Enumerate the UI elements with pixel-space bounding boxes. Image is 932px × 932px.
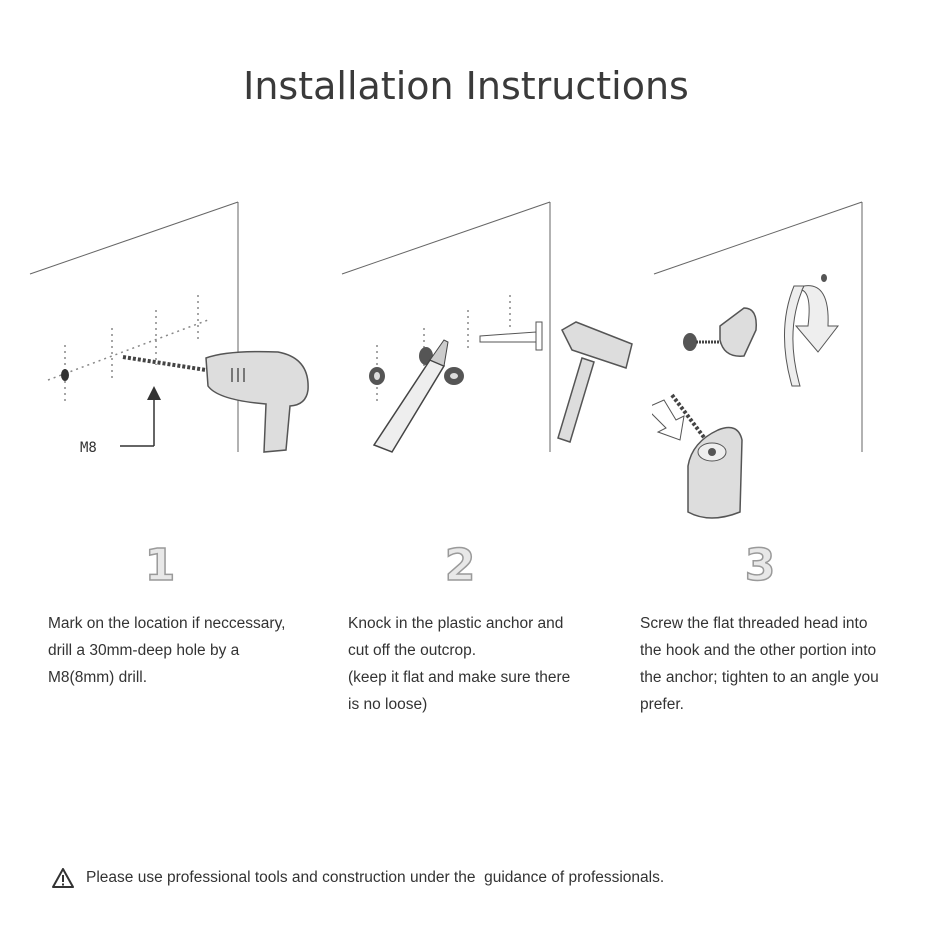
step-1-illustration — [28, 190, 328, 490]
step-1-line-1: Mark on the location if neccessary, — [48, 615, 286, 632]
footer-note — [52, 868, 872, 888]
step-2-text — [348, 610, 618, 718]
step-2-line-2: cut off the outcrop. — [348, 642, 477, 659]
step-1-line-3: M8(8mm) drill. — [48, 669, 148, 686]
step-3-illustration — [652, 190, 932, 490]
step-3-line-2: the hook and the other portion into — [640, 642, 877, 659]
step-3-number: 3 — [744, 540, 776, 591]
step-2-line-1: Knock in the plastic anchor and — [348, 615, 564, 632]
drill-size-label: M8 — [80, 440, 97, 456]
step-2-line-3: (keep it flat and make sure there — [348, 669, 571, 686]
page-title: Installation Instructions — [243, 64, 689, 108]
step-1-line-2: drill a 30mm-deep hole by a — [48, 642, 240, 659]
warning-icon — [52, 868, 74, 888]
step-3-text — [640, 610, 925, 718]
step-3-line-1: Screw the flat threaded head into — [640, 615, 868, 632]
step-3-line-4: prefer. — [640, 696, 684, 713]
step-2-illustration — [340, 190, 640, 490]
step-3-line-3: the anchor; tighten to an angle you — [640, 669, 879, 686]
step-1-text — [48, 610, 318, 691]
step-2-number: 2 — [444, 540, 476, 591]
step-1-number: 1 — [144, 540, 176, 591]
footer-text: Please use professional tools and construction under the guidance of professionals. — [86, 869, 665, 886]
step-2-line-4: is no loose) — [348, 696, 428, 713]
